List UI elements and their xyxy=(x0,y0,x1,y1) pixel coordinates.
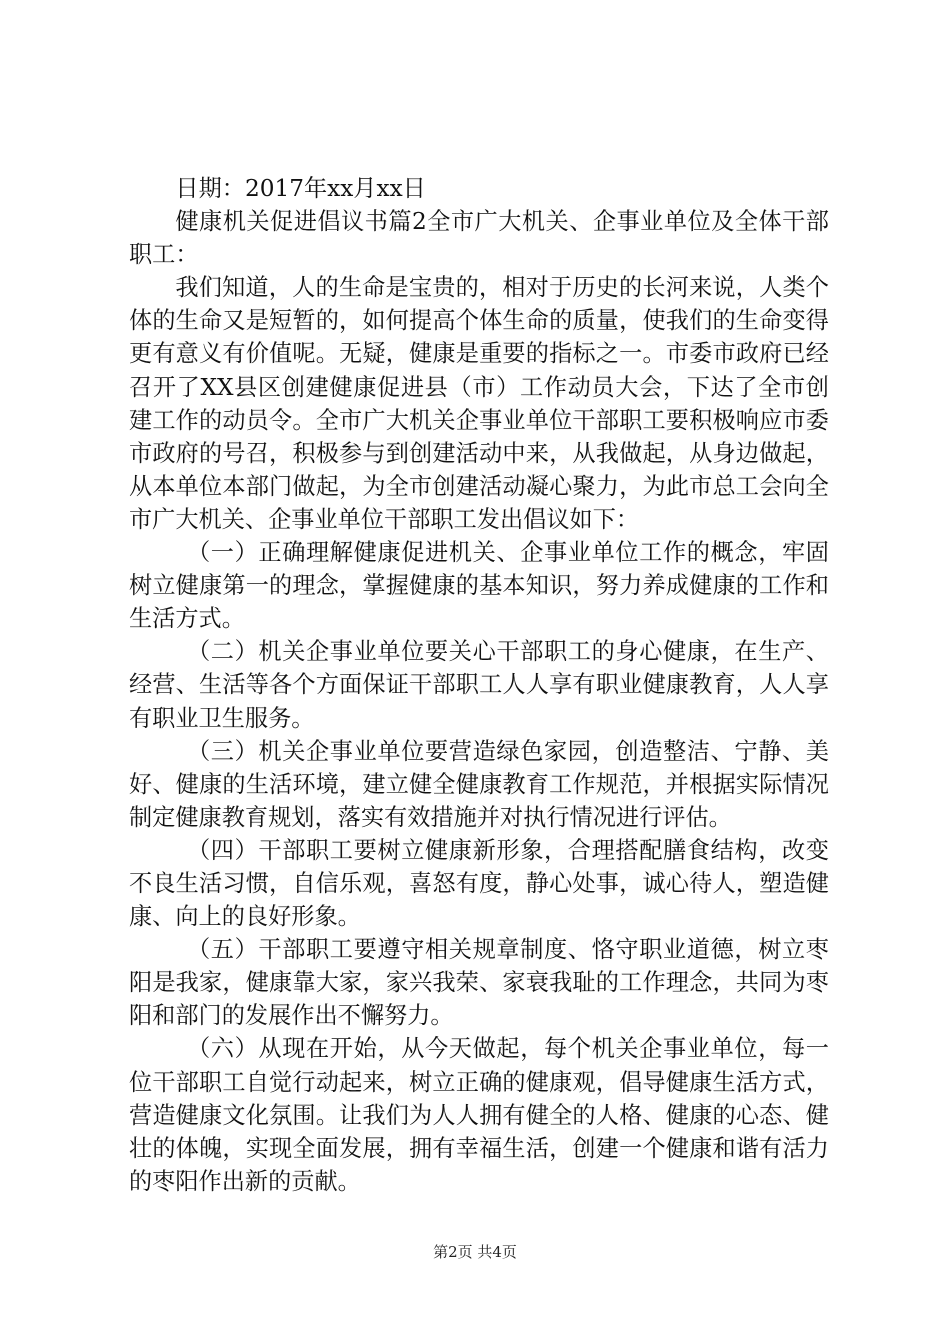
page-number-footer: 第2页 共4页 xyxy=(433,1243,517,1261)
date-line: 日期：2017年xx月xx日 xyxy=(175,175,426,202)
document-body xyxy=(129,172,829,1198)
proposal-item-6: （六）从现在开始，从今天做起，每个机关企事业单位，每一位干部职工自觉行动起来，树立正确的健康观，倡导健康生活方式，营造健康文化氛围。让我们为人人拥有健全的人格、健康的心态、健壮的体魄，实现全面发展，拥有幸福生活，创建一个健康和谐有活力的枣阳作出新的贡献。 xyxy=(129,1035,829,1195)
proposal-item-1: （一）正确理解健康促进机关、企事业单位工作的概念，牢固树立健康第一的理念，掌握健康的基本知识，努力养成健康的工作和生活方式。 xyxy=(129,539,829,633)
intro-paragraph: 我们知道，人的生命是宝贵的，相对于历史的长河来说，人类个体的生命又是短暂的，如何提高个体生命的质量，使我们的生命变得更有意义有价值呢。无疑，健康是重要的指标之一。市委市政府已经召开了XX县区创建健康促进县（市）工作动员大会，下达了全市创建工作的动员令。全市广大机关企事业单位干部职工要积极响应市委市政府的号召，积极参与到创建活动中来，从我做起，从身边做起，从本单位本部门做起，为全市创建活动凝心聚力，为此市总工会向全市广大机关、企事业单位干部职工发出倡议如下： xyxy=(129,274,829,533)
proposal-item-5: （五）干部职工要遵守相关规章制度、恪守职业道德，树立枣阳是我家，健康靠大家，家兴我荣、家衰我耻的工作理念，共同为枣阳和部门的发展作出不懈努力。 xyxy=(129,936,829,1030)
proposal-item-4: （四）干部职工要树立健康新形象，合理搭配膳食结构，改变不良生活习惯，自信乐观，喜怒有度，静心处事，诚心待人，塑造健康、向上的良好形象。 xyxy=(129,836,829,931)
proposal-heading-paragraph: 健康机关促进倡议书篇2全市广大机关、企事业单位及全体干部职工： xyxy=(129,208,829,269)
proposal-item-3: （三）机关企事业单位要营造绿色家园，创造整洁、宁静、美好、健康的生活环境，建立健全健康教育工作规范，并根据实际情况制定健康教育规划，落实有效措施并对执行情况进行评估。 xyxy=(129,737,829,831)
proposal-item-2: （二）机关企事业单位要关心干部职工的身心健康，在生产、经营、生活等各个方面保证干部职工人人享有职业健康教育，人人享有职业卫生服务。 xyxy=(129,638,829,732)
